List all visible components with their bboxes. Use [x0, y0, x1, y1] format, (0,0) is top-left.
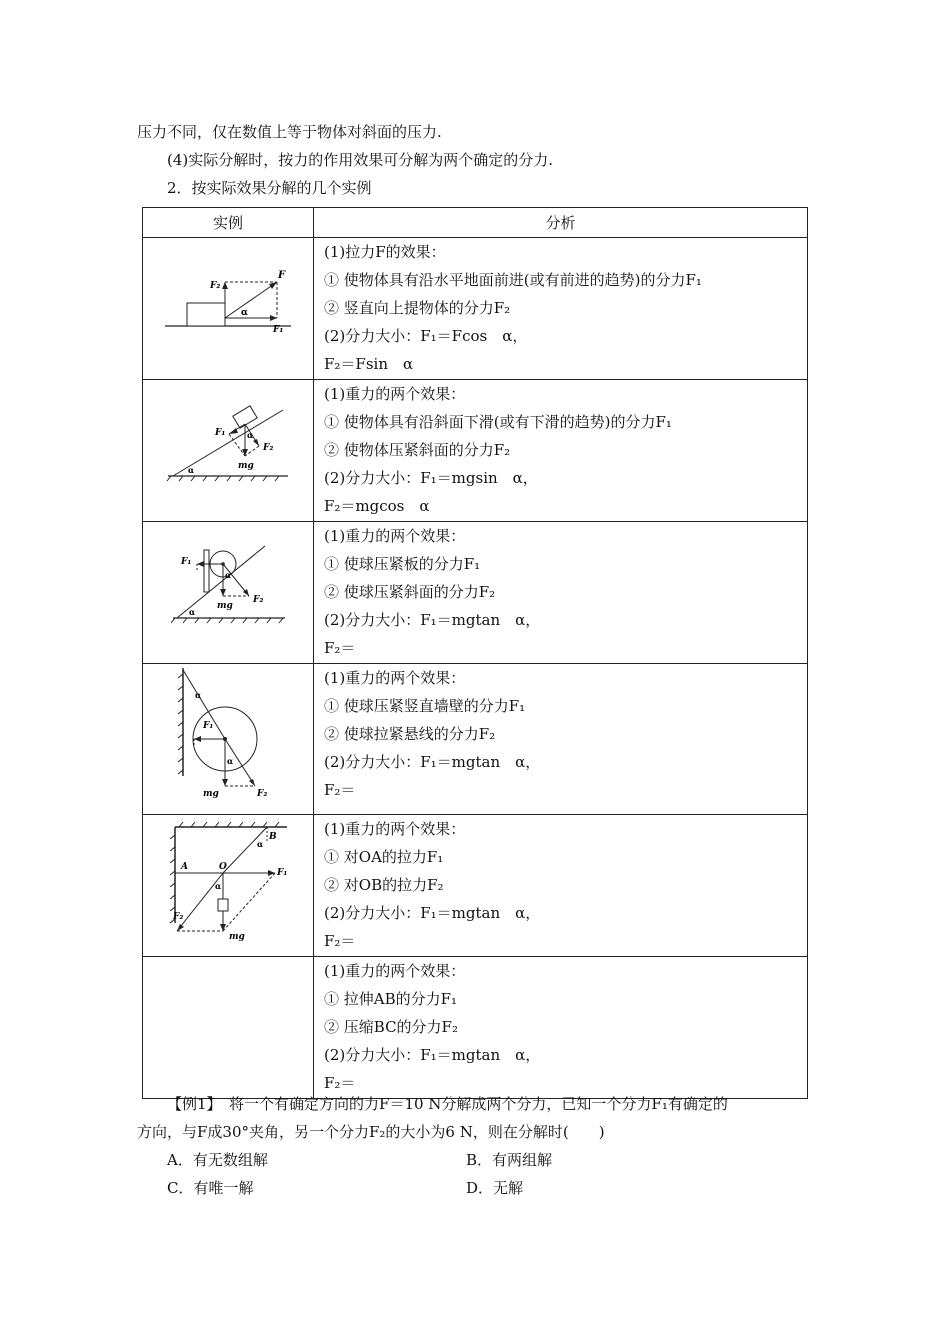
intro-line-2: (4)实际分解时，按力的作用效果可分解为两个确定的分力. [167, 151, 554, 169]
label-mg: mg [238, 461, 254, 471]
figure-cell [143, 664, 314, 815]
analysis-line: F₂＝ [324, 781, 356, 799]
analysis-line: F₂＝Fsin α [324, 355, 414, 373]
analysis-line: (2)分力大小：F₁＝mgsin α， [324, 469, 538, 487]
analysis-line: (2)分力大小：F₁＝mgtan α， [324, 611, 541, 629]
examples-table [142, 207, 808, 1099]
analysis-line: (2)分力大小：F₁＝mgtan α， [324, 904, 541, 922]
analysis-line: F₂＝mgcos α [324, 497, 430, 515]
analysis-line: ① 拉伸AB的分力F₁ [324, 990, 458, 1008]
label-alpha: α [247, 430, 254, 440]
analysis-line: ① 使物体具有沿水平地面前进(或有前进的趋势)的分力F₁ [324, 271, 702, 289]
incline-block-diagram [143, 380, 313, 520]
table-header-row [143, 208, 808, 238]
label-f1: F₁ [277, 868, 288, 878]
option-a[interactable]: A．有无数组解 [167, 1151, 268, 1169]
figure-cell [143, 238, 314, 380]
label-f2: F₂ [263, 443, 274, 453]
hanging-ball-wall-diagram [143, 664, 313, 814]
analysis-line: F₂＝ [324, 639, 356, 657]
intro-line-1: 压力不同，仅在数值上等于物体对斜面的压力. [137, 123, 442, 141]
label-f1: F₁ [215, 428, 226, 438]
analysis-line: (1)重力的两个效果： [324, 669, 466, 687]
label-f2: F₂ [253, 595, 264, 605]
analysis-line: (1)重力的两个效果： [324, 820, 466, 838]
analysis-line: ① 使球压紧板的分力F₁ [324, 555, 481, 573]
label-f1: F₁ [181, 557, 192, 567]
header-example: 实例 [143, 208, 314, 238]
example-line-1: 【例1】 将一个有确定方向的力F＝10 N分解成两个分力，已知一个分力F₁有确定的 [167, 1095, 728, 1113]
label-f2: F₂ [257, 789, 268, 799]
figure-cell [143, 380, 314, 522]
label-alpha-incline: α [188, 465, 195, 475]
analysis-line: (1)重力的两个效果： [324, 385, 466, 403]
option-c[interactable]: C．有唯一解 [167, 1179, 254, 1197]
analysis-line: ① 使物体具有沿斜面下滑(或有下滑的趋势)的分力F₁ [324, 413, 672, 431]
analysis-line: F₂＝ [324, 932, 356, 950]
table-row [143, 522, 808, 664]
label-mg: mg [229, 932, 245, 942]
example-line-2: 方向，与F成30°夹角，另一个分力F₂的大小为6 N，则在分解时( ) [137, 1123, 605, 1141]
ball-board-incline-diagram [143, 522, 313, 662]
analysis-line: ② 使物体压紧斜面的分力F₂ [324, 441, 511, 459]
analysis-line: (2)分力大小：F₁＝mgtan α， [324, 1046, 541, 1064]
analysis-cell [314, 380, 808, 522]
analysis-line: F₂＝ [324, 1074, 356, 1092]
label-mg: mg [217, 601, 233, 611]
analysis-line: (1)拉力F的效果： [324, 243, 446, 261]
table-row [143, 380, 808, 522]
label-alpha: α [241, 308, 248, 318]
label-alpha: α [215, 881, 222, 891]
label-f2: F₂ [210, 281, 221, 291]
label-b: B [269, 832, 277, 842]
analysis-line: (1)重力的两个效果： [324, 527, 466, 545]
label-a: A [181, 862, 188, 872]
table-row [143, 238, 808, 380]
analysis-line: ② 压缩BC的分力F₂ [324, 1018, 458, 1036]
analysis-cell [314, 522, 808, 664]
analysis-line: ② 使球拉紧悬线的分力F₂ [324, 725, 496, 743]
option-d[interactable]: D．无解 [466, 1179, 524, 1197]
figure-cell-empty [143, 957, 314, 1099]
label-alpha-top: α [195, 690, 202, 700]
analysis-line: (2)分力大小：F₁＝Fcos α， [324, 327, 528, 345]
label-mg: mg [203, 789, 219, 799]
label-alpha: α [225, 570, 232, 580]
analysis-line: ② 竖直向上提物体的分力F₂ [324, 299, 511, 317]
option-b[interactable]: B．有两组解 [466, 1151, 553, 1169]
analysis-line: (1)重力的两个效果： [324, 962, 466, 980]
label-f1: F₁ [203, 721, 214, 731]
table-row [143, 664, 808, 815]
figure-cell [143, 815, 314, 957]
string-node-diagram [143, 815, 313, 955]
analysis-line: ① 对OA的拉力F₁ [324, 848, 444, 866]
analysis-line: ② 对OB的拉力F₂ [324, 876, 444, 894]
header-analysis: 分析 [314, 208, 808, 238]
analysis-cell [314, 664, 808, 815]
label-alpha-incline: α [189, 607, 196, 617]
label-f2: F₂ [173, 912, 184, 922]
analysis-line: ① 使球压紧竖直墙壁的分力F₁ [324, 697, 526, 715]
pull-force-diagram [143, 238, 313, 378]
label-alpha: α [227, 756, 234, 766]
label-f1: F₁ [273, 325, 284, 335]
figure-cell [143, 522, 314, 664]
table-row [143, 957, 808, 1099]
analysis-line: ② 使球压紧斜面的分力F₂ [324, 583, 496, 601]
table-row [143, 815, 808, 957]
label-o: O [219, 862, 227, 872]
intro-line-3: 2．按实际效果分解的几个实例 [167, 179, 372, 197]
analysis-cell [314, 957, 808, 1099]
label-alpha-top: α [257, 839, 264, 849]
analysis-cell [314, 238, 808, 380]
analysis-cell [314, 815, 808, 957]
analysis-line: (2)分力大小：F₁＝mgtan α， [324, 753, 541, 771]
label-f: F [278, 270, 286, 281]
